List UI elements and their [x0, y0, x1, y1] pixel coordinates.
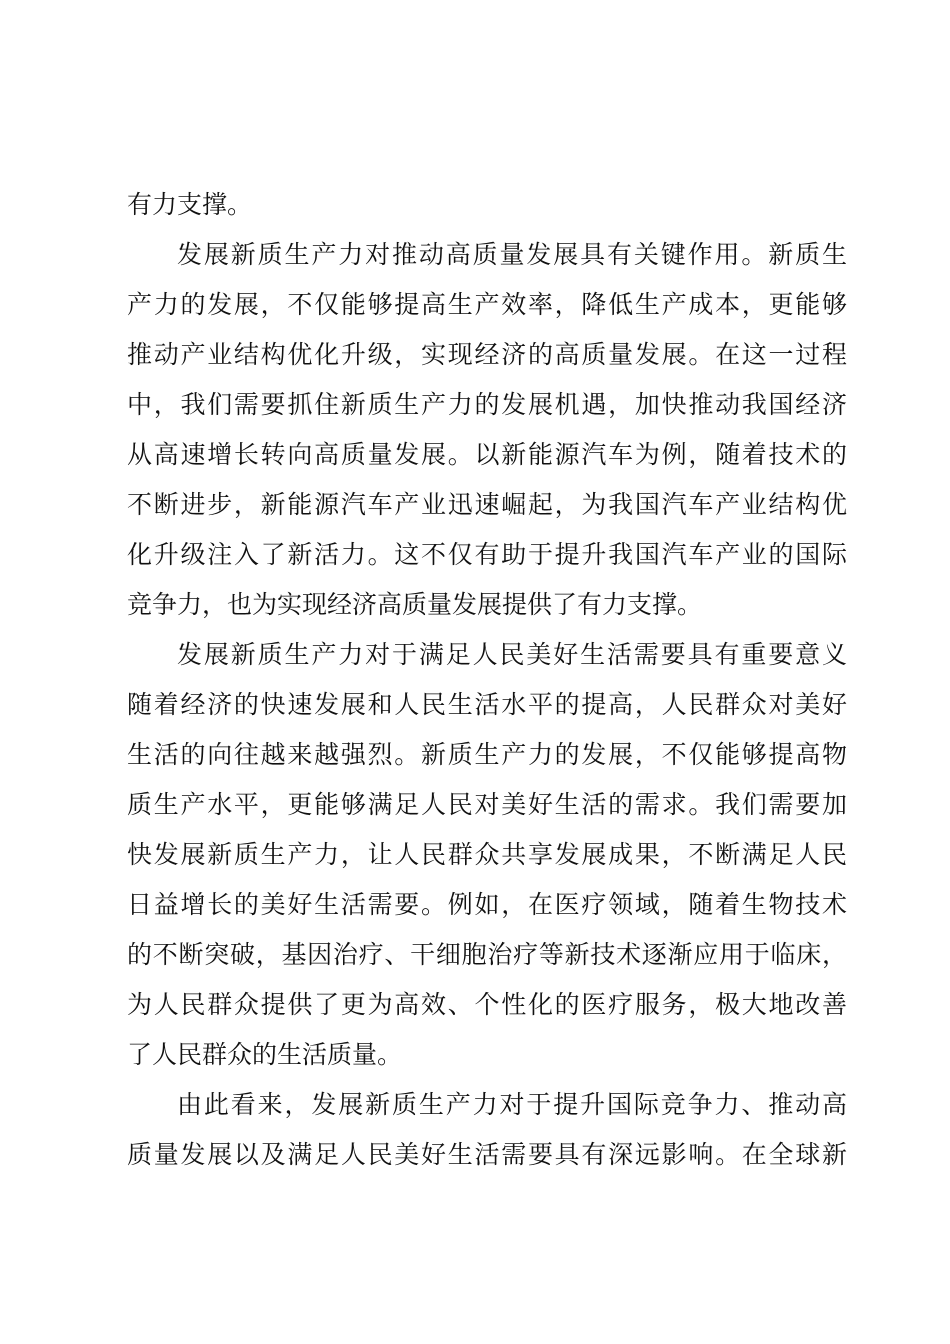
text-line: 日益增长的美好生活需要。例如，在医疗领域，随着生物技术 [127, 890, 847, 919]
paragraph-first-line: 由此看来，发展新质生产力对于提升国际竞争力、推动高 [177, 1090, 847, 1119]
text-line: 不断进步，新能源汽车产业迅速崛起，为我国汽车产业结构优 [127, 490, 847, 519]
text-line: 了人民群众的生活质量。 [127, 1040, 403, 1069]
text-line: 生活的向往越来越强烈。新质生产力的发展，不仅能够提高物 [127, 740, 847, 769]
paragraph-first-line: 发展新质生产力对于满足人民美好生活需要具有重要意义 [177, 640, 847, 669]
text-line: 为人民群众提供了更为高效、个性化的医疗服务，极大地改善 [127, 990, 847, 1019]
text-line: 中，我们需要抓住新质生产力的发展机遇，加快推动我国经济 [127, 390, 847, 419]
body-text [127, 180, 847, 1180]
text-line: 化升级注入了新活力。这不仅有助于提升我国汽车产业的国际 [127, 540, 847, 569]
paragraph-first-line: 发展新质生产力对推动高质量发展具有关键作用。新质生 [177, 240, 847, 269]
text-line: 质量发展以及满足人民美好生活需要具有深远影响。在全球新 [127, 1140, 847, 1169]
text-line: 有力支撑。 [127, 190, 253, 219]
text-line: 产力的发展，不仅能够提高生产效率，降低生产成本，更能够 [127, 290, 847, 319]
text-line: 快发展新质生产力，让人民群众共享发展成果，不断满足人民 [127, 840, 847, 869]
text-line: 从高速增长转向高质量发展。以新能源汽车为例，随着技术的 [127, 440, 847, 469]
text-line: 推动产业结构优化升级，实现经济的高质量发展。在这一过程 [127, 340, 847, 369]
text-line: 竞争力，也为实现经济高质量发展提供了有力支撑。 [127, 590, 703, 619]
text-line: 质生产水平，更能够满足人民对美好生活的需求。我们需要加 [127, 790, 847, 819]
text-line: 随着经济的快速发展和人民生活水平的提高，人民群众对美好 [127, 690, 847, 719]
text-line: 的不断突破，基因治疗、干细胞治疗等新技术逐渐应用于临床， [127, 940, 847, 969]
